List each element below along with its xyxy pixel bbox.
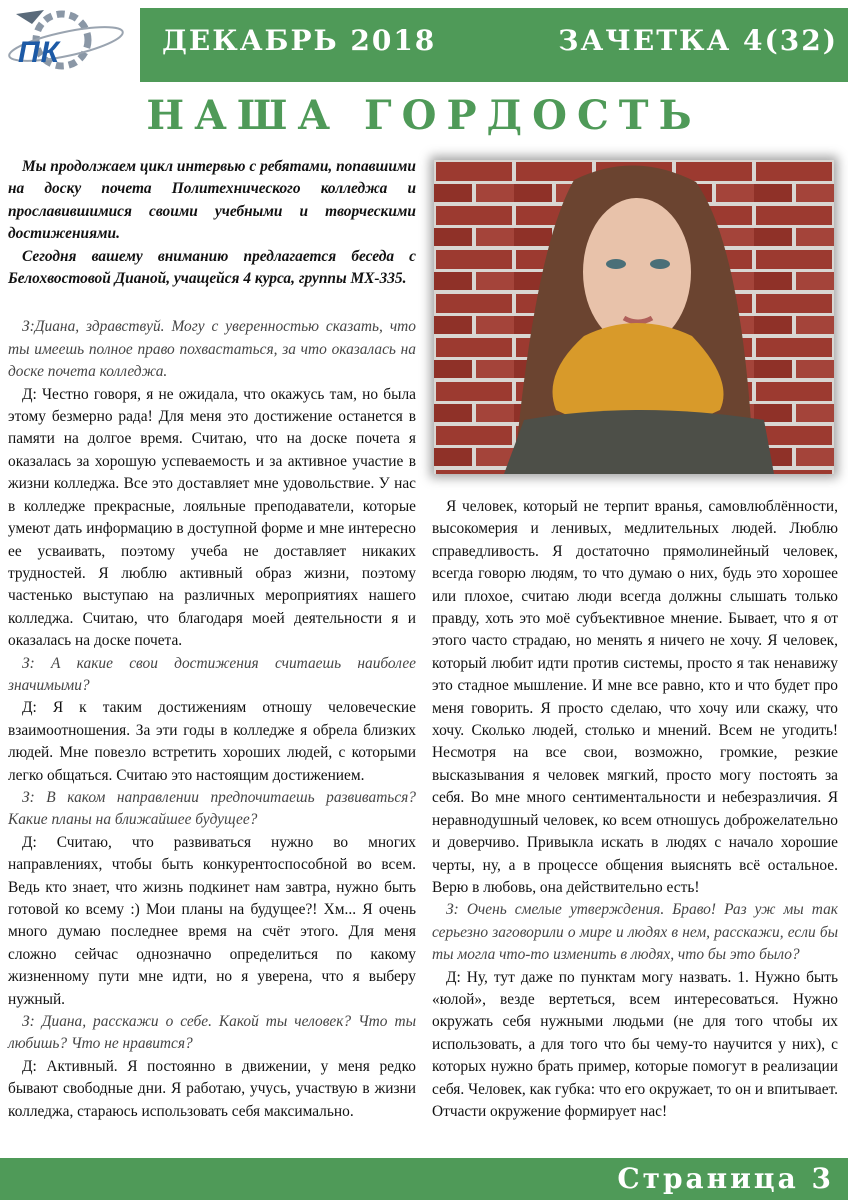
college-logo <box>4 6 134 82</box>
issue-name: ЗАЧЕТКА 4(32) <box>558 24 838 57</box>
interview-question: З: В каком направлении предпочитаешь развиваться? Какие планы на ближайшее будущее? <box>8 788 416 829</box>
page-title: НАША ГОРДОСТЬ <box>146 92 702 139</box>
header-bar <box>140 8 848 82</box>
interview-answer: Я человек, который не терпит вранья, самовлюблённости, высокомерия и ленивых, медлительных людей. Люблю справедливость. Я достаточно прямолинейный человек, всегда говорю людям, то что думаю о них, будь это хорошее или плохое, считаю люди всегда должны слышать только правду, хоть это моё субъективное мнение. Бывает, что я от этого часто страдаю, но менять я ничего не хочу. Я человек, который любит идти против системы, просто я так ненавижу это стадное мышление. И мне все равно, кто и что будет про меня говорить. Я просто сделаю, что хочу или скажу, что хочу. Сколько людей, столько и мнений. Всем не угодить! Несмотря на все свои, возможно, громкие, резкие высказывания я человек мягкий, просто могу постоять за себя. Во мне много сентиментальности и небезразличия. Я неравнодушный человек, ко всем отношусь доброжелательно и доверчиво. Привыкла искать в людях с начало хорошие черты, ну, а в процессе общения выяснять всё остальное. Верю в любовь, она действительно есть! <box>432 498 838 896</box>
page-number: Страница 3 <box>617 1162 834 1195</box>
interview-question: З: А какие свои достижения считаешь наиболее значимыми? <box>8 654 416 694</box>
interview-answer: Д: Я к таким достижениям отношу человеческие взаимоотношения. За эти годы в колледже я обрела близких людей. Мне повезло встретить хороших людей, с которыми легко общаться. Считаю это настоящим достижением. <box>8 699 416 784</box>
interview-question: З: Очень смелые утверждения. Браво! Раз уж мы так серьезно заговорили о мире и людях в нем, расскажи, если бы ты могла что-то изменить в людях, что бы это было? <box>432 901 838 964</box>
interview-answer: Д: Считаю, что развиваться нужно во многих направлениях, чтобы быть конкурентоспособной во всем. Ведь кто знает, что жизнь подкинет нам завтра, нужно быть готовой ко всему :) Мои планы на будущее?! Хм... Я очень много думаю последнее время на счёт этого. Для меня сложно сейчас однозначно определиться по какому жизненному пути мне идти, но я уверена, что я выберу нужный. <box>8 833 416 1008</box>
interview-answer: Д: Активный. Я постоянно в движении, у меня редко бывают свободные дни. Я работаю, учусь, участвую в жизни колледжа, стараюсь использовать себя максимально. <box>8 1057 416 1120</box>
intro-paragraph: Мы продолжаем цикл интервью с ребятами, попавшими на доску почета Политехнического колледжа и прославившимися своими учебными и творческими достижениями. <box>8 158 416 243</box>
interview-answer: Д: Честно говоря, я не ожидала, что окажусь там, но была этому безмерно рада! Для меня это достижение останется в памяти на долгое время. Считаю, что на доске почета я оказалась за хорошую успеваемость и за активное участие в жизни колледжа. Все это доставляет мне удовольствие. У нас в колледже прекрасные, лояльные преподаватели, которые умеют дать информацию в доступной форме и мне интересно ее усваивать, поэтому учеба не доставляет никаких трудностей. Я люблю активный образ жизни, поэтому частенько выступаю на различных мероприятиях нашего колледжа. Считаю, что благодаря моей деятельности я и оказалась на доске почета. <box>8 385 416 650</box>
interview-answer: Д: Ну, тут даже по пунктам могу назвать. 1. Нужно быть «юлой», везде вертеться, всем интересоваться. Нужно окружать себя нужными людьми (не для того чтобы их использовать, а для того что бы чему-то научится у них), с которых нужно брать пример, которые помогут в реализации себя. Человек, как губка: что его окружает, то он и впитывает. Отчасти окружение формирует нас! <box>432 968 838 1120</box>
intro-paragraph: Сегодня вашему вниманию предлагается беседа с Белохвостовой Дианой, учащейся 4 курса, группы МХ-335. <box>8 247 416 288</box>
logo-text: ПК <box>18 36 61 69</box>
interview-question: З: Диана, расскажи о себе. Какой ты человек? Что ты любишь? Что не нравится? <box>8 1013 416 1053</box>
issue-date: ДЕКАБРЬ 2018 <box>162 24 437 57</box>
article-right-column <box>432 496 838 1123</box>
article-left-column <box>8 156 416 1123</box>
interview-question: З:Диана, здравствуй. Могу с уверенностью сказать, что ты имеешь полное право похвастаться, за что оказалась на доске почета колледжа. <box>8 318 416 381</box>
portrait-photo <box>434 160 834 474</box>
footer-bar <box>0 1158 848 1200</box>
